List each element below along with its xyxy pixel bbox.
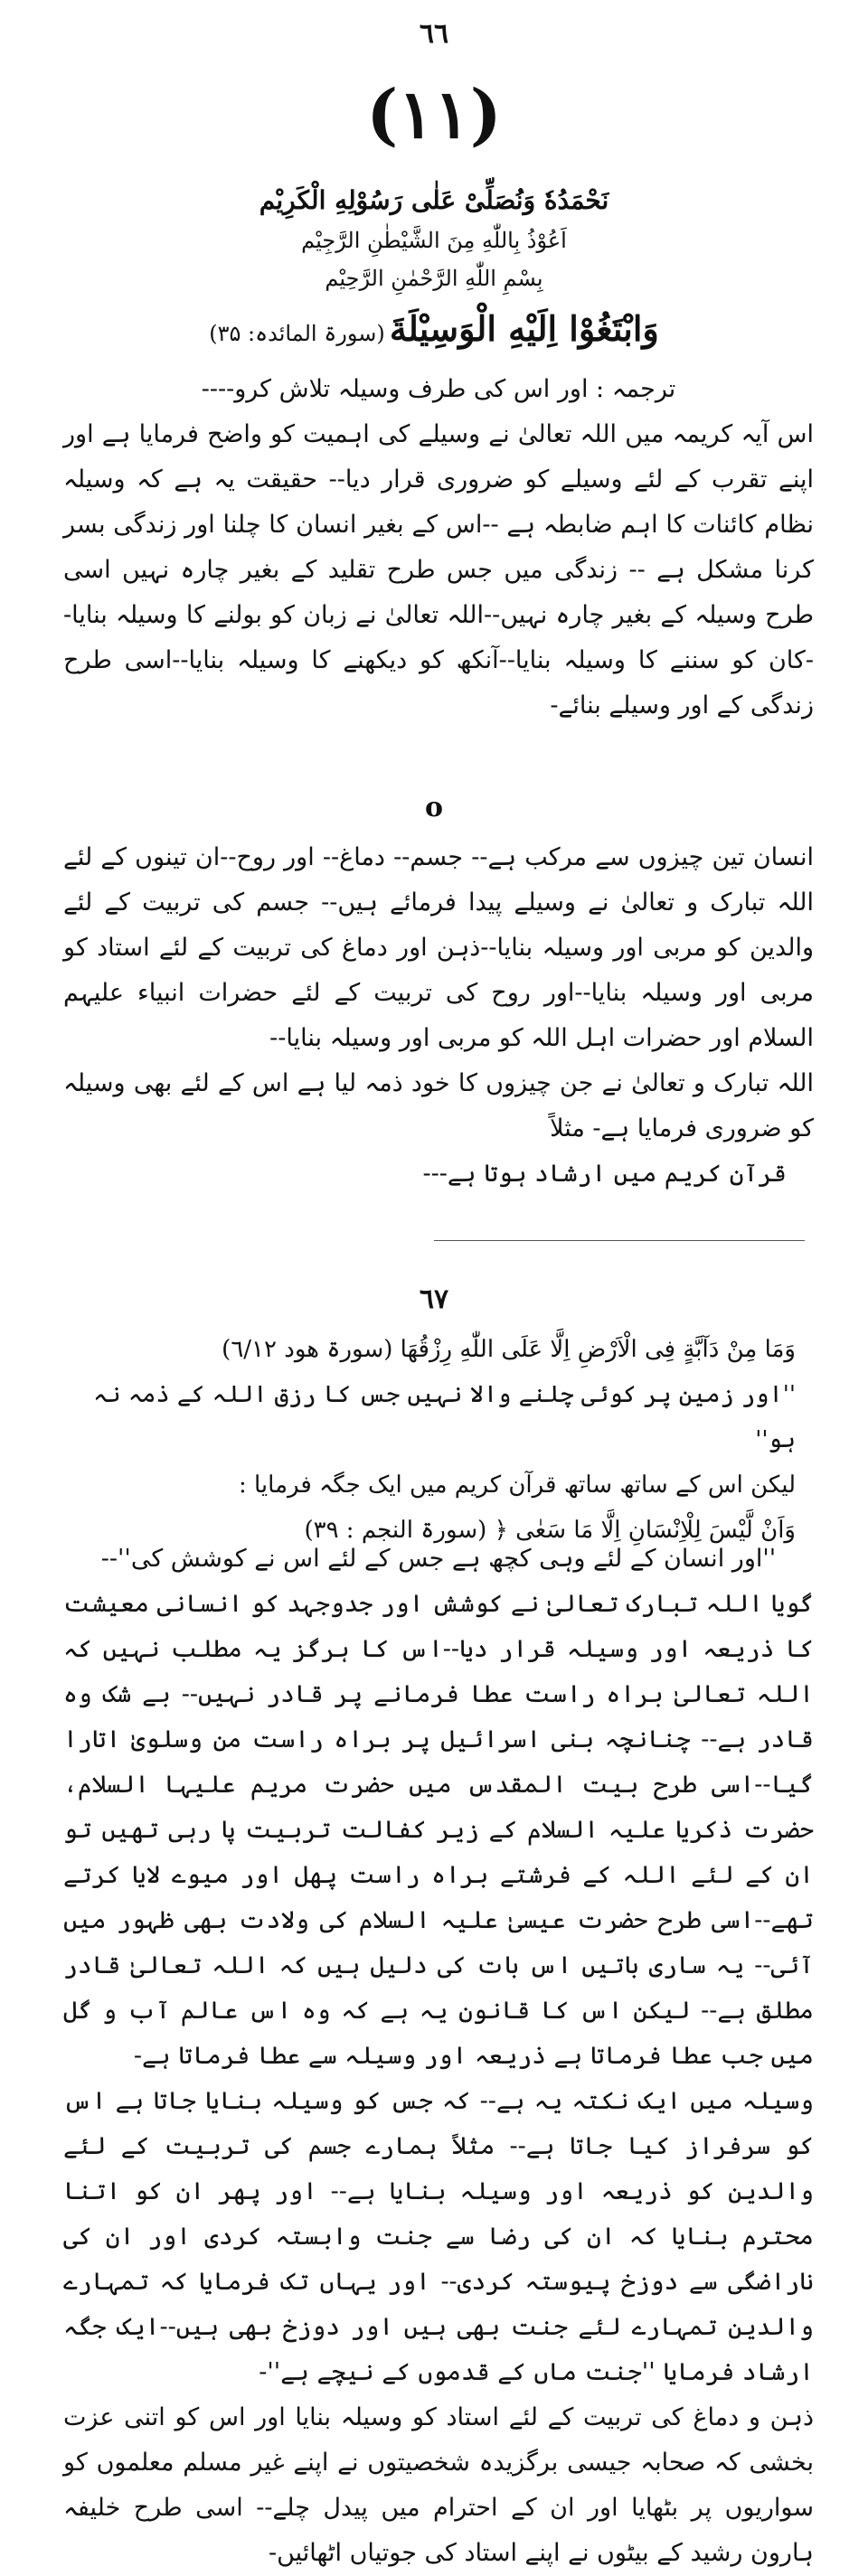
quran-verses bbox=[54, 1327, 796, 1553]
verse-translation: ''اور زمین پر کوئی چلنے والا نہیں جس کا رزق اللہ کے ذمہ نہ ہو'' bbox=[93, 1381, 796, 1453]
page-number-second: ٦٧ bbox=[419, 1283, 449, 1315]
chapter-number: (١١) bbox=[366, 76, 502, 154]
verse-text: وَابْتَغُوْا اِلَیْهِ الْوَسِیْلَةَ bbox=[389, 308, 659, 349]
section-effort bbox=[63, 1537, 814, 2576]
section-intro bbox=[63, 367, 814, 729]
paragraph: انسان تین چیزوں سے مرکب ہے-- جسم-- دماغ-- اور روح--ان تینوں کے لئے اللہ تبارک و تعالیٰ نے وسیلے پیدا فرمائے ہیں-- جسم کی تربیت کے لئے والدین کو مربی اور وسیلہ بنایا--ذہن اور دماغ کی تربیت کے لئے استاد کو مربی اور وسیلہ بنایا--اور روح کی تربیت کے لئے حضرات انبیاء علیہم السلام اور حضرات اہل اللہ کو مربی اور وسیلہ بنایا-- bbox=[63, 843, 814, 1052]
section-three-parts bbox=[63, 835, 814, 1197]
paragraph: اس آیہ کریمہ میں اللہ تعالیٰ نے وسیلے کی اہمیت کو واضح فرمایا ہے اور اپنے تقرب کے لئے وسیلے کو ضروری قرار دیا-- حقیقت یہ ہے کہ وسیلہ نظام کائنات کا اہم ضابطہ ہے --اس کے بغیر انسان کا چلنا اور زندگی بسر کرنا مشکل ہے -- زندگی میں جس طرح تقلید کے بغیر چارہ نہیں اسی طرح وسیلہ کے بغیر چارہ نہیں--اللہ تعالیٰ نے زبان کو بولنے کا وسیلہ بنایا--کان کو سننے کا وسیلہ بنایا--آنکھ کو دیکھنے کا وسیلہ بنایا--اسی طرح زندگی کے اور وسیلے بنائے- bbox=[63, 420, 814, 719]
verse-line: وَمَا مِنْ دَآبَّةٍ فِی الْاَرْضِ اِلَّا عَلَی اللّٰهِ رِزْقُهَا (سورۃ ھود ٦/١٢) bbox=[222, 1336, 796, 1363]
paragraph: گویا اللہ تبارک تعالیٰ نے کوشش اور جدوجہد کو انسانی معیشت کا ذریعہ اور وسیلہ قرار دیا--اس کا ہرگز یہ مطلب نہیں کہ اللہ تعالیٰ براہ راست عطا فرمانے پر قادر نہیں-- بے شک وہ قادر ہے-- چنانچہ بنی اسرائیل پر براہ راست من وسلویٰ اتارا گیا--اسی طرح بیت المقدس میں حضرت مریم علیہا السلام، حضرت ذکریا علیہ السلام کے زیر کفالت تربیت پا رہی تھیں تو ان کے لئے اللہ کے فرشتے براہ راست پھل اور میوے لایا کرتے تھے--اسی طرح حضرت عیسیٰ علیہ السلام کی ولادت بھی ظہور میں آئی-- یہ ساری باتیں اس بات کی دلیل ہیں کہ اللہ تعالیٰ قادر مطلق ہے-- لیکن اس کا قانون یہ ہے کہ وہ اس عالم آب و گل میں جب عطا فرماتا ہے ذریعہ اور وسیلہ سے عطا فرماتا ہے- bbox=[63, 1590, 814, 2070]
taawwuz-line: اَعُوْذُ بِاللّٰهِ مِنَ الشَّیْطٰنِ الرَّجِیْم bbox=[301, 228, 567, 253]
paragraph: قرآن کریم میں ارشاد ہوتا ہے--- bbox=[422, 1160, 787, 1188]
bismillah-line: بِسْمِ اللّٰهِ الرَّحْمٰنِ الرَّحِیْم bbox=[325, 266, 543, 291]
paragraph: ''اور انسان کے لئے وہی کچھ ہے جس کے لئے اس نے کوشش کی''-- bbox=[100, 1545, 777, 1573]
verse-reference: (سورۃ المائدہ: ۳۵) bbox=[209, 321, 385, 346]
translation-line: ترجمہ : اور اس کی طرف وسیلہ تلاش کرو---- bbox=[201, 375, 676, 403]
page-number-top: ٦٦ bbox=[419, 18, 449, 50]
page-separator-rule bbox=[434, 1240, 805, 1241]
paragraph: اللہ تبارک و تعالیٰ نے جن چیزوں کا خود ذمہ لیا ہے اس کے لئے بھی وسیلہ کو ضروری فرمایا ہے- مثلاً bbox=[63, 1069, 814, 1142]
verse-line: وَاَنْ لَّیْسَ لِلْاِنْسَانِ اِلَّا مَا سَعٰی ﴿ (سورۃ النجم : ۳۹) bbox=[304, 1517, 796, 1544]
paragraph: وسیلہ میں ایک نکتہ یہ ہے-- کہ جس کو وسیلہ بنایا جاتا ہے اس کو سرفراز کیا جاتا ہے-- مثلاً ہمارے جسم کی تربیت کے لئے والدین کو ذریعہ اور وسیلہ بنایا ہے-- اور پھر ان کو اتنا محترم بنایا کہ ان کی رضا سے جنت وابستہ کردی اور ان کی ناراضگی سے دوزخ پیوستہ کردی-- اور یہاں تک فرمایا کہ تمہارے والدین تمہارے لئے جنت بھی ہیں اور دوزخ بھی ہیں--ایک جگہ ارشاد فرمایا ''جنت ماں کے قدموں کے نیچے ہے''- bbox=[63, 2087, 814, 2386]
section-divider: o bbox=[424, 792, 443, 823]
verse-line: لیکن اس کے ساتھ ساتھ قرآن کریم میں ایک جگہ فرمایا : bbox=[238, 1471, 796, 1499]
opening-verse bbox=[0, 304, 868, 362]
salutation-line: نَحْمَدُهٗ وَنُصَلِّیْ عَلٰی رَسُوْلِهِ الْکَرِیْم bbox=[259, 185, 609, 215]
paragraph: ذہن و دماغ کی تربیت کے لئے استاد کو وسیلہ بنایا اور اس کو اتنی عزت بخشی کہ صحابہ جیسی برگزیدہ شخصیتوں نے اپنے غیر مسلم معلموں کو سواریوں پر بٹھایا اور ان کے احترام میں پیدل چلے-- اسی طرح خلیفہ ہارون رشید کے بیٹوں نے اپنے استاد کی جوتیاں اٹھائیں- bbox=[63, 2403, 814, 2567]
